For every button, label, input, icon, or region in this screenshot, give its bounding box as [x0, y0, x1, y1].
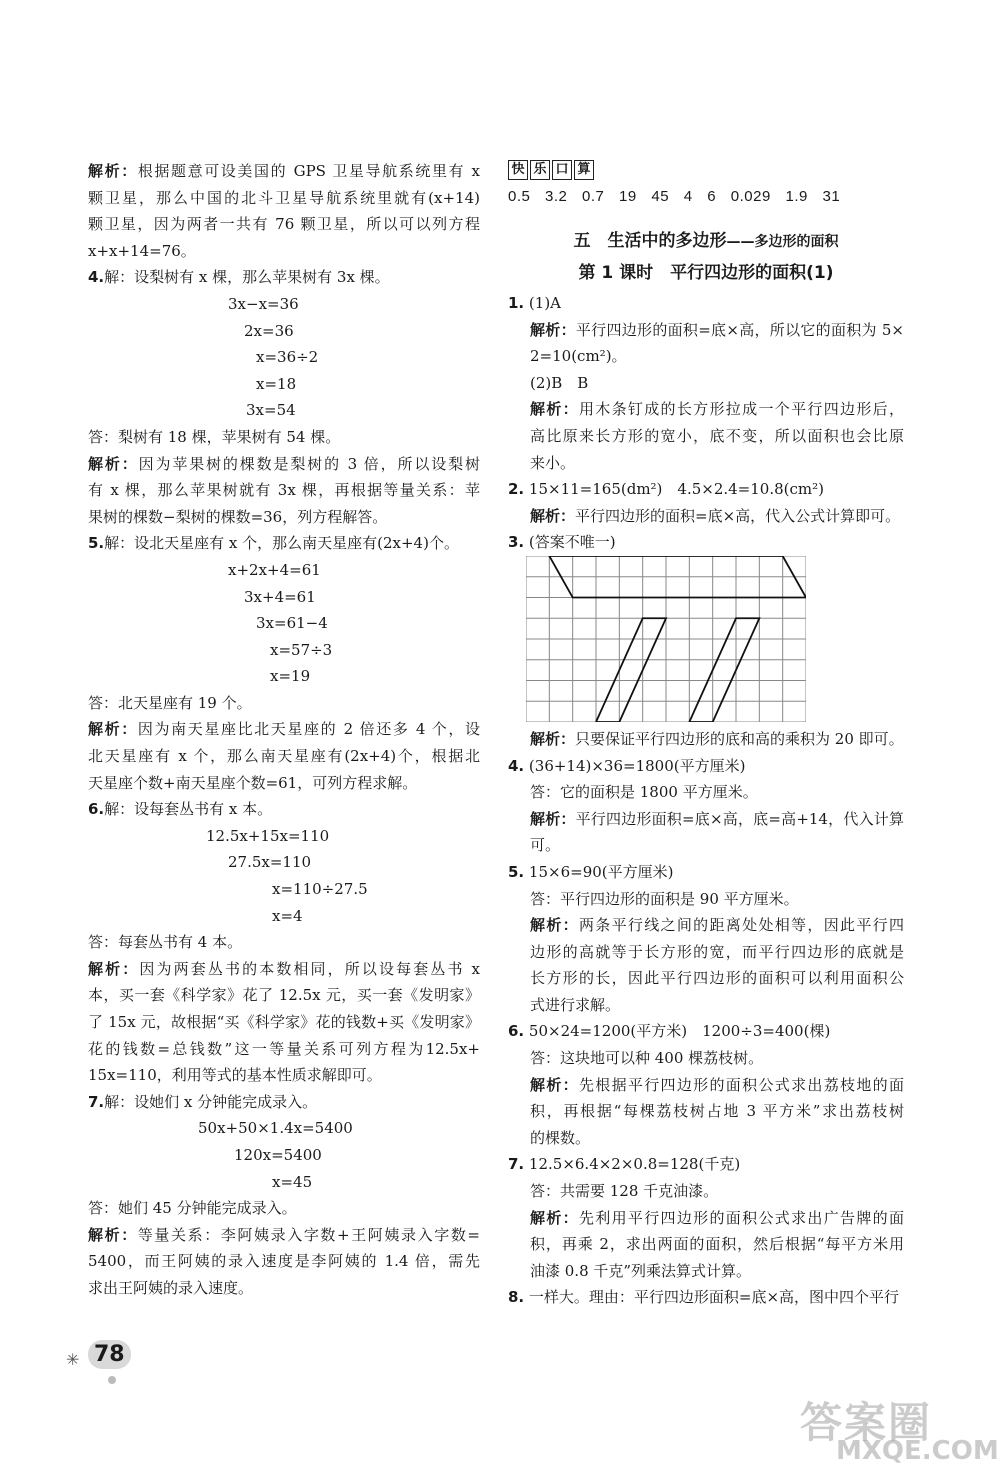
text-line: 解析：先利用平行四边形的面积公式求出广告牌的面 — [530, 1208, 904, 1227]
question-7: 7.解：设她们 x 分钟能完成录入。 — [88, 1092, 318, 1111]
answer-line: 答：她们 45 分钟能完成录入。 — [88, 1199, 297, 1218]
text-line: 求出王阿姨的录入速度。 — [88, 1278, 254, 1297]
text-line: 解析：两条平行线之间的距离处处相等，因此平行四 — [530, 916, 904, 935]
text-line: 来小。 — [530, 453, 576, 472]
watermark-url: MXQE.COM — [836, 1436, 999, 1466]
question-5: 5.解：设北天星座有 x 个，那么南天星座有(2x+4)个。 — [88, 534, 459, 553]
question-4: 4.解：设梨树有 x 棵，那么苹果树有 3x 棵。 — [88, 268, 390, 287]
text-line: 解析：只要保证平行四边形的底和高的乘积为 20 即可。 — [530, 729, 904, 748]
lesson-title: 第 1 课时 平行四边形的面积(1) — [578, 263, 834, 283]
analysis-label: 解析： — [88, 162, 138, 180]
question-4: 4. (36+14)×36=1800(平方厘米) — [508, 756, 746, 775]
answer-line: 答：这块地可以种 400 棵荔枝树。 — [530, 1049, 764, 1068]
question-6: 6.解：设每套丛书有 x 本。 — [88, 800, 273, 819]
answer-line: 答：每套丛书有 4 本。 — [88, 933, 243, 952]
equation-line: x=19 — [270, 667, 311, 686]
parallelogram-3 — [689, 618, 759, 722]
text-line: 天星座个数+南天星座个数=61，可列方程求解。 — [88, 773, 418, 792]
answer-line: 答：共需要 128 千克油漆。 — [530, 1182, 719, 1201]
question-3: 3. (答案不唯一) — [508, 533, 616, 552]
equation-line: x=110÷27.5 — [272, 880, 368, 899]
equation-line: x=36÷2 — [256, 348, 319, 367]
question-2: 2. 15×11=165(dm²) 4.5×2.4=10.8(cm²) — [508, 480, 824, 499]
text-line: 积，再根据“每棵荔枝树占地 3 平方米”求出荔枝树 — [530, 1102, 904, 1121]
answer-line: 答：它的面积是 1800 平方厘米。 — [530, 783, 758, 802]
text-line: 可。 — [530, 836, 561, 855]
question-1: 1. (1)A — [508, 294, 562, 312]
text-line: 解析：平行四边形的面积=底×高，所以它的面积为 5× — [530, 320, 904, 339]
text-line: 颗卫星，那么中国的北斗卫星导航系统里就有(x+14) — [88, 188, 480, 207]
question-6: 6. 50×24=1200(平方米) 1200÷3=400(棵) — [508, 1022, 831, 1041]
equation-line: 27.5x=110 — [228, 853, 312, 872]
text-line: 积，再乘 2，求出两面的面积，然后根据“每平方米用 — [530, 1235, 904, 1254]
text-line: 的棵数。 — [530, 1128, 591, 1147]
text-line: 本，买一套《科学家》花了 12.5x 元，买一套《发明家》 — [88, 986, 480, 1005]
equation-line: x=45 — [272, 1172, 313, 1191]
text-line: 北天星座有 x 个，那么南天星座有(2x+4)个，根据北 — [88, 747, 480, 766]
badge-char: 算 — [574, 160, 594, 180]
mental-math-answers: 0.5 3.2 0.7 19 45 4 6 0.029 1.9 31 — [508, 188, 841, 205]
text-line: 长方形的长，因此平行四边形的面积可以利用面积公 — [530, 969, 904, 988]
star-icon: ✳ — [66, 1350, 80, 1369]
answer-line: 答：北天星座有 19 个。 — [88, 693, 252, 712]
text-line: 15x=110，利用等式的基本性质求解即可。 — [88, 1066, 382, 1085]
grid-figure — [508, 556, 904, 726]
watermark-logo: 答案圈 — [800, 1398, 933, 1447]
equation-line: 120x=5400 — [234, 1145, 322, 1164]
text-line: 了 15x 元，故根据“买《科学家》花的钱数+买《发明家》 — [88, 1013, 480, 1031]
text-line: (2)B B — [530, 373, 589, 392]
left-column — [88, 158, 480, 1302]
text-line: 解析：因为南天星座比北天星座的 2 倍还多 4 个，设 — [88, 720, 480, 739]
equation-line: x+2x+4=61 — [228, 560, 321, 579]
text-line: 果树的棵数−梨树的棵数=36，列方程解答。 — [88, 507, 388, 526]
equation-line: 3x+4=61 — [244, 587, 316, 606]
equation-line: 3x−x=36 — [228, 294, 299, 313]
text-line: 解析：用木条钉成的长方形拉成一个平行四边形后， — [530, 400, 904, 419]
right-column — [508, 158, 904, 1311]
text-line: 高比原来长方形的宽小，底不变，所以面积也会比原 — [530, 426, 904, 445]
text-line: 有 x 棵，那么苹果树就有 3x 棵，再根据等量关系：苹 — [88, 481, 480, 500]
answer-line: 答：梨树有 18 棵，苹果树有 54 棵。 — [88, 427, 341, 446]
text-line: 解析：平行四边形面积=底×高，底=高+14，代入计算 — [530, 809, 904, 828]
equation-line: 12.5x+15x=110 — [206, 826, 330, 845]
text-line: 5400，而王阿姨的录入速度是李阿姨的 1.4 倍，需先 — [88, 1252, 480, 1271]
answer-line: 答：平行四边形的面积是 90 平方厘米。 — [530, 889, 799, 908]
text-line: 2=10(cm²)。 — [530, 347, 627, 366]
equation-line: 3x=61−4 — [256, 614, 328, 633]
equation-line: x=57÷3 — [270, 640, 333, 659]
grid-lines — [526, 556, 806, 722]
page-number: 78 — [88, 1340, 131, 1369]
badge-char: 口 — [552, 160, 572, 180]
equation-line: 2x=36 — [244, 321, 294, 340]
text-line: 花的钱数=总钱数”这一等量关系可列方程为12.5x+ — [88, 1039, 480, 1058]
decorative-dot — [108, 1376, 116, 1384]
question-5: 5. 15×6=90(平方厘米) — [508, 862, 674, 881]
text-line: 解析：平行四边形的面积=底×高，代入公式计算即可。 — [530, 506, 901, 525]
equation-line: 3x=54 — [246, 401, 296, 420]
mental-math-header — [508, 158, 904, 182]
equation-line: x=18 — [256, 374, 297, 393]
text-line: 解析：先根据平行四边形的面积公式求出荔枝地的面 — [530, 1075, 904, 1094]
parallelogram-grid — [526, 556, 806, 722]
equation-line: x=4 — [272, 906, 303, 925]
text-line: 解析：等量关系：李阿姨录入字数+王阿姨录入字数= — [88, 1225, 480, 1244]
unit-title: 五 生活中的多边形——多边形的面积 — [573, 231, 839, 251]
parallelogram-2 — [596, 618, 666, 722]
equation-line: 50x+50×1.4x=5400 — [198, 1119, 353, 1138]
text-line: 解析：根据题意可设美国的 GPS 卫星导航系统里有 x — [88, 162, 480, 180]
question-8: 8. 一样大。理由：平行四边形面积=底×高，图中四个平行 — [508, 1288, 900, 1307]
badge-char: 乐 — [530, 160, 550, 180]
text-line: 式进行求解。 — [530, 995, 621, 1014]
question-7: 7. 12.5×6.4×2×0.8=128(千克) — [508, 1155, 741, 1174]
text-line: 解析：因为两套丛书的本数相同，所以设每套丛书 x — [88, 959, 480, 978]
badge-char: 快 — [508, 160, 528, 180]
text-line: 解析：因为苹果树的棵数是梨树的 3 倍，所以设梨树 — [88, 454, 480, 473]
text-line: 边形的高就等于长方形的宽，而平行四边形的底就是 — [530, 942, 904, 961]
text-line: x+x+14=76。 — [88, 241, 196, 260]
text-line: 颗卫星，因为两者一共有 76 颗卫星，所以可以列方程 — [88, 215, 480, 234]
text-line: 油漆 0.8 千克”列乘法算式计算。 — [530, 1261, 752, 1280]
